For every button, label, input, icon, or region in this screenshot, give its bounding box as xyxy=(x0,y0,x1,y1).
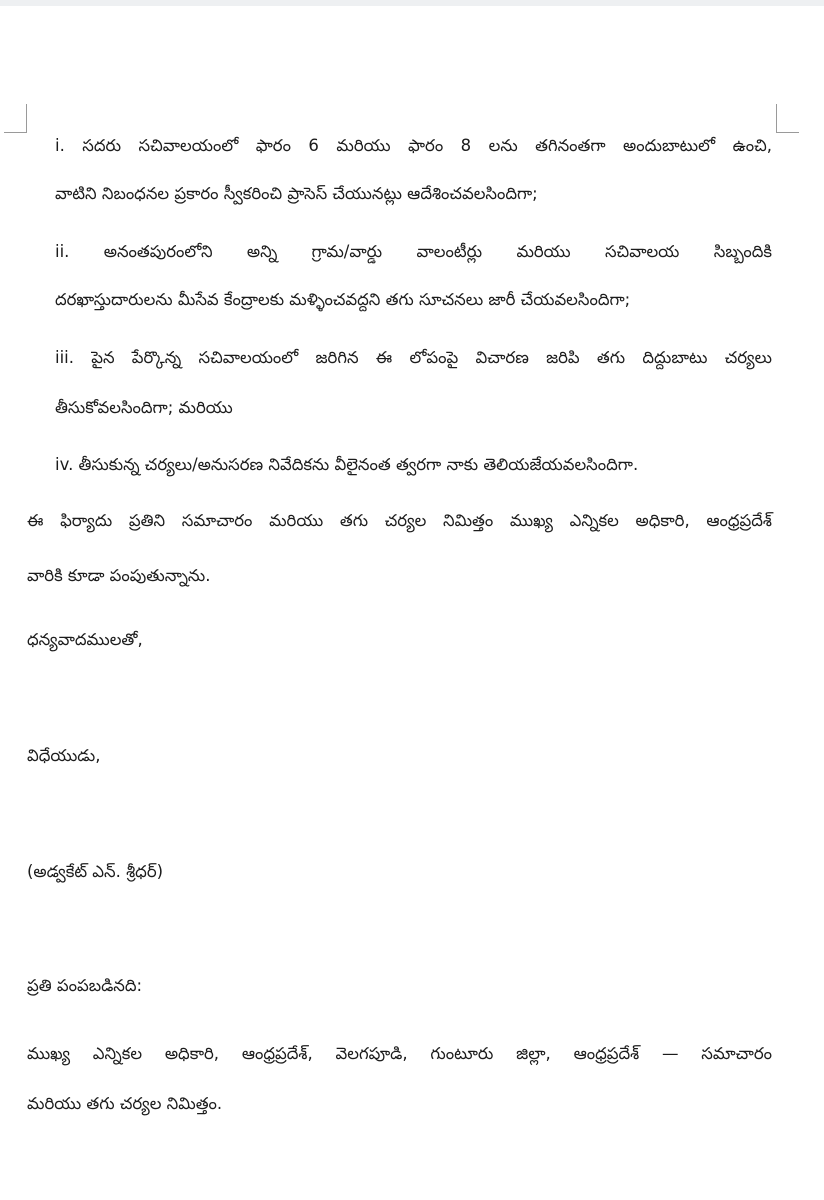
copy-to-heading: ప్రతి పంపబడినది: xyxy=(27,976,143,995)
list-item-4: iv. తీసుకున్న చర్యలు/అనుసరణ నివేదికను వీలైనంత త్వరగా నాకు తెలియజేయవలసిందిగా. xyxy=(55,455,639,474)
signatory-name: (అడ్వకేట్ ఎన్. శ్రీధర్) xyxy=(27,862,164,881)
list-item-1-line-1: i. సదరు సచివాలయంలో ఫారం 6 మరియు ఫారం 8 లను తగినంతగా అందుబాటులో ఉంచి, xyxy=(55,136,772,155)
sign-off: విధేయుడు, xyxy=(27,746,101,765)
copy-to-line-1: ముఖ్య ఎన్నికల అధికారి, ఆంధ్రప్రదేశ్, వెలగపూడి, గుంటూరు జిల్లా, ఆంధ్రప్రదేశ్ — సమాచారం xyxy=(27,1044,772,1063)
list-item-3-line-1: iii. పైన పేర్కొన్న సచివాలయంలో జరిగిన ఈ లోపంపై విచారణ జరిపి తగు దిద్దుబాటు చర్యలు xyxy=(55,348,772,367)
list-item-3-line-2: తీసుకోవలసిందిగా; మరియు xyxy=(55,398,233,417)
copy-note-line-1: ఈ ఫిర్యాదు ప్రతిని సమాచారం మరియు తగు చర్యల నిమిత్తం ముఖ్య ఎన్నికల అధికారి, ఆంధ్రప్రదేశ్ xyxy=(27,511,772,530)
list-item-2-line-2: దరఖాస్తుదారులను మీసేవ కేంద్రాలకు మళ్ళించవద్దని తగు సూచనలు జారీ చేయవలసిందిగా; xyxy=(55,290,631,309)
closing-salutation: ధన్యవాదములతో, xyxy=(27,630,143,649)
margin-corner-mark-left xyxy=(4,104,27,133)
list-item-2-line-1: ii. అనంతపురంలోని అన్ని గ్రామ/వార్డు వాలంటీర్లు మరియు సచివాలయ సిబ్బందికి xyxy=(55,242,772,261)
list-item-1-line-2: వాటిని నిబంధనల ప్రకారం స్వీకరించి ప్రాసెస్ చేయునట్లు ఆదేశించవలసిందిగా; xyxy=(55,184,538,203)
copy-to-line-2: మరియు తగు చర్యల నిమిత్తం. xyxy=(27,1094,223,1113)
margin-corner-mark-right xyxy=(776,104,799,133)
copy-note-line-2: వారికి కూడా పంపుతున్నాను. xyxy=(27,566,211,585)
